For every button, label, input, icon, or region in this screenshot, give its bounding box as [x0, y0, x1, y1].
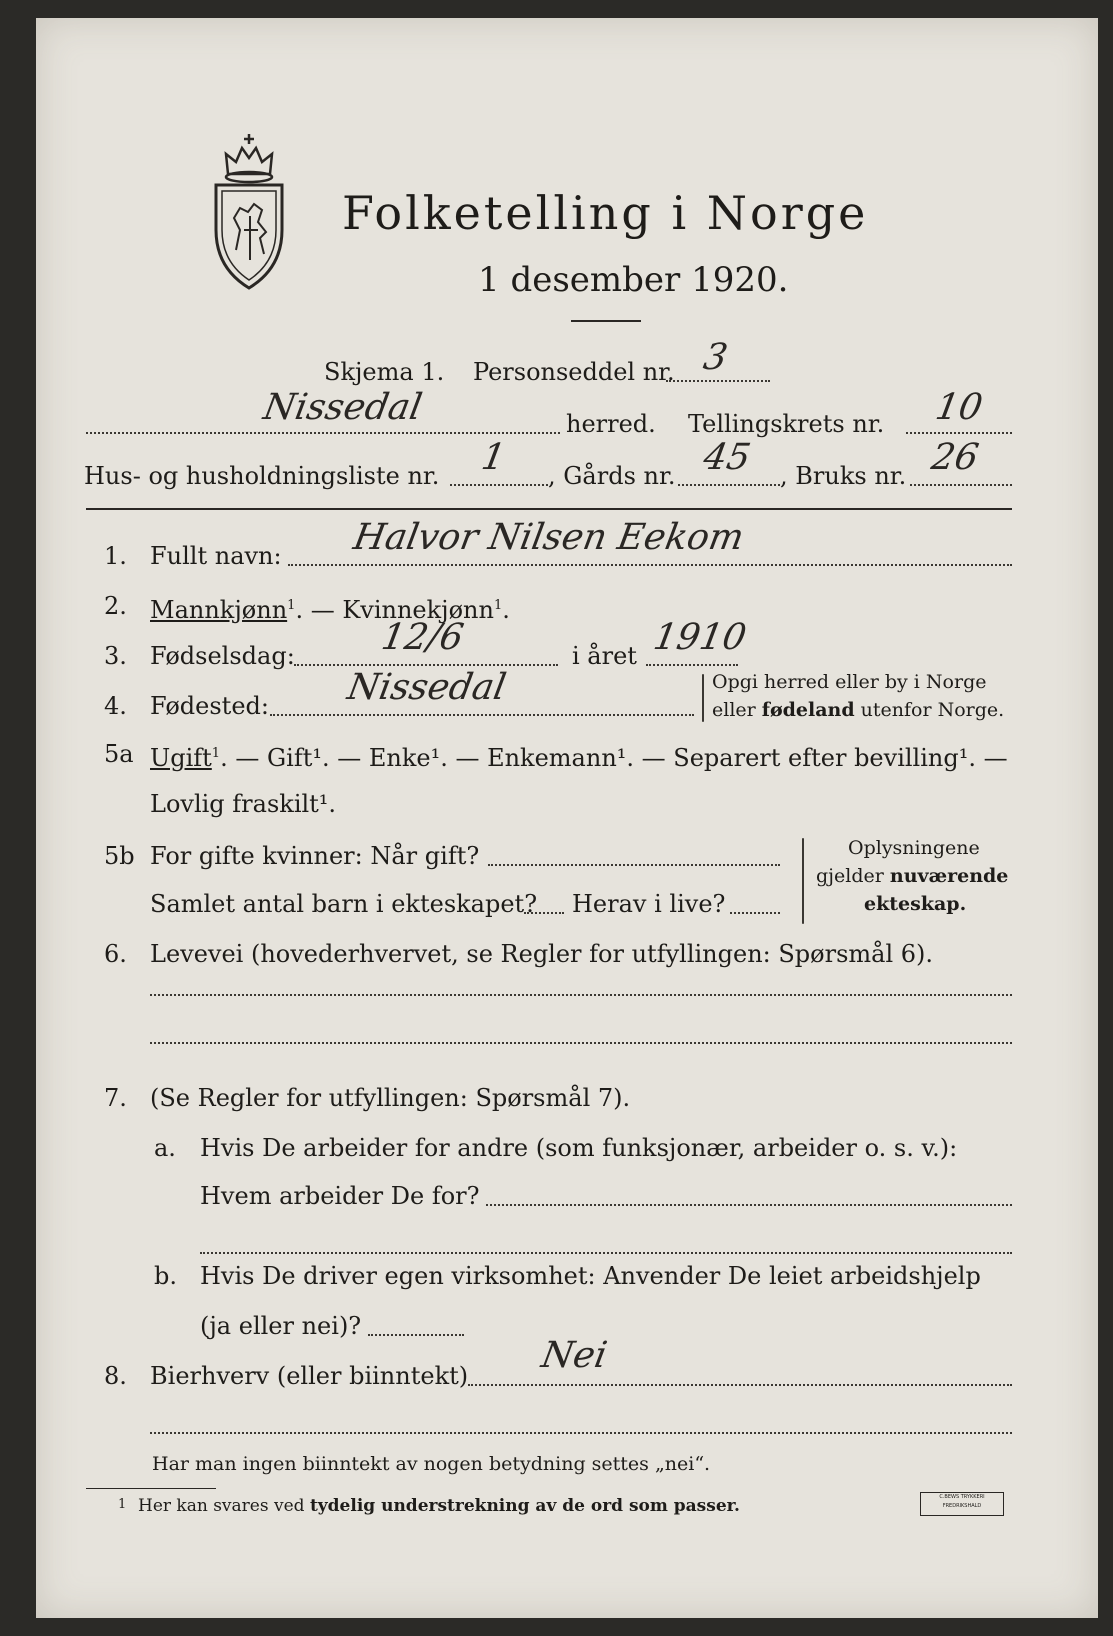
- bruks-field[interactable]: [910, 484, 1012, 486]
- q5b-note-line1: Oplysningene: [848, 837, 980, 859]
- gender-end: .: [502, 596, 510, 624]
- q7a-letter: a.: [154, 1134, 176, 1162]
- q3-number: 3.: [104, 642, 127, 670]
- birth-year-value: 1910: [650, 617, 750, 658]
- personseddel-value: 3: [700, 337, 731, 378]
- q4-note-brace: [702, 674, 704, 722]
- occupation-field-line1[interactable]: [150, 994, 1012, 996]
- bruks-value: 26: [928, 437, 982, 478]
- personseddel-field[interactable]: [666, 380, 770, 382]
- herred-value: Nissedal: [260, 387, 425, 428]
- tellingskrets-field[interactable]: [906, 432, 1012, 434]
- marital-fraskilt-option[interactable]: Lovlig fraskilt¹.: [150, 790, 337, 818]
- header-divider: [86, 508, 1012, 510]
- husliste-label: Hus- og husholdningsliste nr.: [84, 462, 440, 490]
- q6-number: 6.: [104, 940, 127, 968]
- q5b-number: 5b: [104, 842, 135, 870]
- q8-note: Har man ingen biinntekt av nogen betydning settes „nei“.: [152, 1453, 711, 1475]
- employer-field-line2[interactable]: [200, 1252, 1012, 1254]
- q5b-living-label: Herav i live?: [572, 890, 726, 918]
- census-date: 1 desember 1920.: [478, 260, 789, 300]
- q8-number: 8.: [104, 1362, 127, 1390]
- q5b-note-brace: [802, 838, 804, 924]
- q5b-children-label: Samlet antal barn i ekteskapet?: [150, 890, 538, 918]
- q4-note-line1: Opgi herred eller by i Norge: [712, 671, 987, 693]
- footnote-marker: 1: [118, 1497, 127, 1512]
- q7b-yes-no-label: (ja eller nei)?: [200, 1312, 362, 1340]
- q7a-employer-label: Hvem arbeider De for?: [200, 1182, 480, 1210]
- footnote-text-part-b: tydelig understrekning av de ord som passer.: [309, 1496, 740, 1516]
- side-income-field-line2[interactable]: [150, 1432, 1012, 1434]
- q4-note-part-c: utenfor Norge.: [854, 699, 1005, 721]
- birthplace-value: Nissedal: [344, 667, 509, 708]
- gender-female-option[interactable]: . — Kvinnekjønn: [295, 596, 494, 624]
- occupation-field-line2[interactable]: [150, 1042, 1012, 1044]
- title-divider: [571, 320, 641, 322]
- coat-of-arms-icon: [204, 130, 294, 295]
- q4-note-line2: [712, 698, 1004, 722]
- children-count-field[interactable]: [524, 912, 564, 914]
- tellingskrets-label: Tellingskrets nr.: [688, 410, 885, 438]
- q8-label: Bierhverv (eller biinntekt): [150, 1362, 469, 1390]
- q3-label: Fødselsdag:: [150, 642, 295, 670]
- footnote-text: [138, 1494, 740, 1518]
- q2-number: 2.: [104, 592, 127, 620]
- q4-number: 4.: [104, 692, 127, 720]
- footnote-ref: 1: [493, 598, 503, 613]
- q5b-note-line3: ekteskap.: [864, 893, 967, 915]
- tellingskrets-value: 10: [932, 387, 986, 428]
- q4-label: Fødested:: [150, 692, 269, 720]
- q5b-married-when-label: For gifte kvinner: Når gift?: [150, 842, 480, 870]
- herred-label: herred.: [566, 410, 656, 438]
- marital-options: [150, 740, 1008, 772]
- marital-ugift-option[interactable]: Ugift: [150, 744, 212, 772]
- q1-number: 1.: [104, 542, 127, 570]
- q5b-note-line2: [816, 864, 1008, 888]
- q7b-label: Hvis De driver egen virksomhet: Anvender De leiet arbeidshjelp: [200, 1262, 981, 1290]
- birthplace-field[interactable]: [270, 714, 694, 716]
- q6-label: Levevei (hovederhvervet, se Regler for utfyllingen: Spørsmål 6).: [150, 940, 934, 968]
- gards-field[interactable]: [678, 484, 780, 486]
- marital-other-options[interactable]: . — Gift¹. — Enke¹. — Enkemann¹. — Separert efter bevilling¹. —: [220, 744, 1008, 772]
- birth-year-field[interactable]: [646, 664, 738, 666]
- birthday-value: 12/6: [378, 617, 467, 658]
- birthday-field[interactable]: [294, 664, 558, 666]
- gards-label: , Gårds nr.: [548, 462, 676, 490]
- birth-year-label: i året: [572, 642, 637, 670]
- full-name-value: Halvor Nilsen Eekom: [350, 517, 747, 558]
- footnote-ref: 1: [287, 598, 296, 613]
- footnote-ref: 1: [211, 746, 221, 761]
- employer-field-line1[interactable]: [486, 1204, 1012, 1206]
- q4-note-part-b: fødeland: [761, 699, 855, 721]
- q5b-note-part-b: nuværende: [889, 865, 1009, 887]
- side-income-field[interactable]: [468, 1384, 1012, 1386]
- q7b-letter: b.: [154, 1262, 177, 1290]
- census-form-sheet: [36, 18, 1098, 1618]
- q5a-number: 5a: [104, 740, 134, 768]
- gender-male-option[interactable]: Mannkjønn: [150, 596, 288, 624]
- husliste-field[interactable]: [450, 484, 548, 486]
- q7-label: (Se Regler for utfyllingen: Spørsmål 7).: [150, 1084, 631, 1112]
- printer-stamp: C.BEWS TRYKKERI FREDRIKSHALD: [920, 1492, 1004, 1516]
- form-title: Folketelling i Norge: [342, 186, 869, 240]
- skjema-label: Skjema 1.: [324, 358, 445, 386]
- gards-value: 45: [700, 437, 754, 478]
- footnote-divider: [86, 1488, 216, 1489]
- husliste-value: 1: [478, 437, 509, 478]
- q1-label: Fullt navn:: [150, 542, 282, 570]
- q5b-note-part-a: gjelder: [816, 865, 890, 887]
- side-income-value: Nei: [538, 1335, 611, 1376]
- children-living-field[interactable]: [730, 912, 780, 914]
- q7-number: 7.: [104, 1084, 127, 1112]
- hired-help-field[interactable]: [368, 1334, 464, 1336]
- footnote-text-part-a: Her kan svares ved: [138, 1496, 310, 1516]
- personseddel-label: Personseddel nr.: [473, 358, 675, 386]
- married-when-field[interactable]: [488, 864, 780, 866]
- q4-note-part-a: eller: [712, 699, 762, 721]
- q7a-label: Hvis De arbeider for andre (som funksjonær, arbeider o. s. v.):: [200, 1134, 958, 1162]
- herred-field[interactable]: [86, 432, 560, 434]
- full-name-field[interactable]: [288, 564, 1012, 566]
- bruks-label: , Bruks nr.: [780, 462, 907, 490]
